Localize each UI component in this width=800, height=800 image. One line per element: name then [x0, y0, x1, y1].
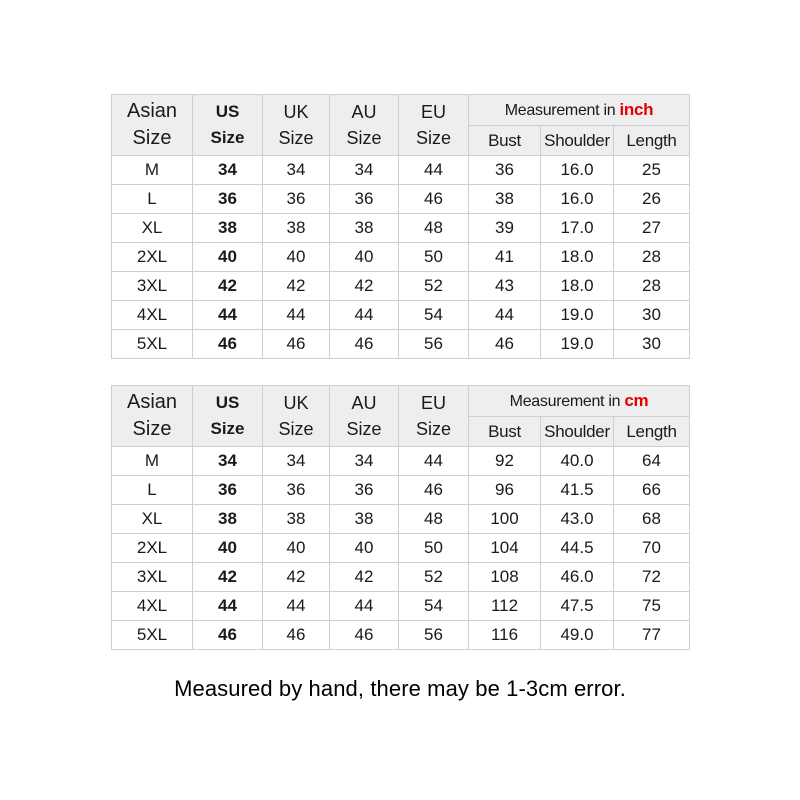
shoulder-cell: 18.0 [541, 272, 614, 301]
bust-cell: 41 [469, 243, 541, 272]
uk-size-cell: 42 [263, 272, 330, 301]
table-row [112, 185, 690, 214]
bust-cell: 104 [469, 534, 541, 563]
uk-size-cell: 44 [263, 592, 330, 621]
us-size-header-line: US [215, 102, 240, 121]
asian-size-cell: 4XL [112, 301, 193, 330]
header-row [112, 386, 690, 417]
uk-size-cell: 40 [263, 534, 330, 563]
us-size-cell: 40 [193, 243, 263, 272]
asian-size-cell: M [112, 156, 193, 185]
shoulder-cell: 47.5 [541, 592, 614, 621]
uk-size-cell: 46 [263, 330, 330, 359]
eu-size-header-line: EU [420, 102, 446, 122]
eu-size-cell: 52 [399, 563, 469, 592]
table-row [112, 243, 690, 272]
au-size-cell: 34 [330, 156, 399, 185]
table-row [112, 272, 690, 301]
us-size-cell: 38 [193, 505, 263, 534]
uk-size-header-line: UK [283, 393, 309, 413]
table-row [112, 301, 690, 330]
us-size-cell: 36 [193, 476, 263, 505]
table-row [112, 534, 690, 563]
au-size-cell: 34 [330, 447, 399, 476]
asian-size-cell: L [112, 476, 193, 505]
eu-size-header-line: Size [415, 128, 451, 148]
eu-size-header [399, 386, 469, 447]
shoulder-cell: 16.0 [541, 185, 614, 214]
shoulder-cell: 40.0 [541, 447, 614, 476]
au-size-cell: 38 [330, 505, 399, 534]
shoulder-cell: 43.0 [541, 505, 614, 534]
shoulder-cell: 19.0 [541, 301, 614, 330]
au-size-cell: 44 [330, 301, 399, 330]
us-size-header [193, 95, 263, 156]
header-row [112, 95, 690, 126]
asian-size-header-line: Size [132, 127, 172, 149]
us-size-header [193, 386, 263, 447]
length-header: Length [614, 417, 690, 447]
asian-size-cell: L [112, 185, 193, 214]
eu-size-cell: 54 [399, 301, 469, 330]
bust-cell: 116 [469, 621, 541, 650]
asian-size-cell: XL [112, 505, 193, 534]
us-size-cell: 34 [193, 156, 263, 185]
table-row [112, 214, 690, 243]
bust-cell: 39 [469, 214, 541, 243]
au-size-cell: 46 [330, 621, 399, 650]
eu-size-cell: 56 [399, 330, 469, 359]
au-size-cell: 40 [330, 534, 399, 563]
bust-cell: 92 [469, 447, 541, 476]
shoulder-cell: 16.0 [541, 156, 614, 185]
uk-size-cell: 40 [263, 243, 330, 272]
uk-size-cell: 36 [263, 476, 330, 505]
au-size-cell: 36 [330, 476, 399, 505]
eu-size-cell: 56 [399, 621, 469, 650]
asian-size-header [112, 95, 193, 156]
table-row [112, 505, 690, 534]
au-size-cell: 36 [330, 185, 399, 214]
length-cell: 64 [614, 447, 690, 476]
au-size-header-line: AU [351, 393, 377, 413]
length-header: Length [614, 126, 690, 156]
shoulder-cell: 41.5 [541, 476, 614, 505]
eu-size-cell: 48 [399, 505, 469, 534]
asian-size-cell: 3XL [112, 563, 193, 592]
asian-size-header-line: Asian [126, 391, 178, 413]
bust-cell: 44 [469, 301, 541, 330]
eu-size-cell: 46 [399, 476, 469, 505]
uk-size-header-line: Size [278, 128, 314, 148]
us-size-cell: 36 [193, 185, 263, 214]
au-size-cell: 40 [330, 243, 399, 272]
length-cell: 75 [614, 592, 690, 621]
us-size-header-line: US [215, 393, 240, 412]
uk-size-header [263, 95, 330, 156]
bust-cell: 108 [469, 563, 541, 592]
uk-size-cell: 34 [263, 156, 330, 185]
us-size-cell: 46 [193, 621, 263, 650]
au-size-header-line: Size [346, 419, 382, 439]
table-row [112, 330, 690, 359]
shoulder-header: Shoulder [541, 126, 614, 156]
shoulder-cell: 44.5 [541, 534, 614, 563]
au-size-cell: 42 [330, 272, 399, 301]
bust-cell: 100 [469, 505, 541, 534]
length-cell: 70 [614, 534, 690, 563]
eu-size-cell: 50 [399, 534, 469, 563]
us-size-cell: 34 [193, 447, 263, 476]
eu-size-cell: 52 [399, 272, 469, 301]
uk-size-cell: 44 [263, 301, 330, 330]
shoulder-cell: 17.0 [541, 214, 614, 243]
bust-cell: 96 [469, 476, 541, 505]
shoulder-cell: 19.0 [541, 330, 614, 359]
shoulder-cell: 18.0 [541, 243, 614, 272]
au-size-header [330, 95, 399, 156]
uk-size-cell: 36 [263, 185, 330, 214]
us-size-cell: 44 [193, 301, 263, 330]
au-size-cell: 46 [330, 330, 399, 359]
uk-size-header [263, 386, 330, 447]
us-size-header-line: Size [210, 128, 245, 147]
asian-size-cell: 4XL [112, 592, 193, 621]
au-size-header-line: Size [346, 128, 382, 148]
table-row [112, 156, 690, 185]
table-row [112, 563, 690, 592]
measurement-header [469, 386, 690, 417]
asian-size-cell: XL [112, 214, 193, 243]
us-size-cell: 38 [193, 214, 263, 243]
measurement-unit: cm [624, 391, 649, 410]
length-cell: 72 [614, 563, 690, 592]
length-cell: 68 [614, 505, 690, 534]
au-size-cell: 38 [330, 214, 399, 243]
measurement-unit: inch [619, 100, 654, 119]
bust-cell: 43 [469, 272, 541, 301]
table-row [112, 621, 690, 650]
shoulder-cell: 49.0 [541, 621, 614, 650]
measurement-header [469, 95, 690, 126]
size-table-cm [111, 385, 690, 650]
asian-size-cell: 2XL [112, 534, 193, 563]
eu-size-cell: 48 [399, 214, 469, 243]
eu-size-cell: 44 [399, 447, 469, 476]
measurement-label: Measurement in [509, 393, 621, 410]
measurement-label: Measurement in [504, 102, 616, 119]
shoulder-cell: 46.0 [541, 563, 614, 592]
length-cell: 28 [614, 272, 690, 301]
length-cell: 26 [614, 185, 690, 214]
length-cell: 30 [614, 330, 690, 359]
us-size-header-line: Size [210, 419, 245, 438]
au-size-cell: 44 [330, 592, 399, 621]
length-cell: 28 [614, 243, 690, 272]
us-size-cell: 46 [193, 330, 263, 359]
table-row [112, 476, 690, 505]
eu-size-cell: 54 [399, 592, 469, 621]
eu-size-header-line: Size [415, 419, 451, 439]
asian-size-cell: M [112, 447, 193, 476]
bust-header: Bust [469, 126, 541, 156]
asian-size-cell: 2XL [112, 243, 193, 272]
asian-size-cell: 5XL [112, 330, 193, 359]
bust-cell: 38 [469, 185, 541, 214]
table-row [112, 447, 690, 476]
au-size-header [330, 386, 399, 447]
measurement-note: Measured by hand, there may be 1-3cm error. [174, 676, 626, 701]
us-size-cell: 42 [193, 272, 263, 301]
table-row [112, 592, 690, 621]
asian-size-header [112, 386, 193, 447]
eu-size-header [399, 95, 469, 156]
length-cell: 27 [614, 214, 690, 243]
asian-size-header-line: Asian [126, 100, 178, 122]
bust-header: Bust [469, 417, 541, 447]
asian-size-cell: 5XL [112, 621, 193, 650]
uk-size-cell: 38 [263, 214, 330, 243]
eu-size-cell: 44 [399, 156, 469, 185]
au-size-cell: 42 [330, 563, 399, 592]
asian-size-cell: 3XL [112, 272, 193, 301]
us-size-cell: 44 [193, 592, 263, 621]
shoulder-header: Shoulder [541, 417, 614, 447]
eu-size-cell: 46 [399, 185, 469, 214]
us-size-cell: 42 [193, 563, 263, 592]
size-table-inch [111, 94, 690, 359]
uk-size-cell: 42 [263, 563, 330, 592]
bust-cell: 112 [469, 592, 541, 621]
length-cell: 66 [614, 476, 690, 505]
asian-size-header-line: Size [132, 418, 172, 440]
length-cell: 30 [614, 301, 690, 330]
uk-size-cell: 46 [263, 621, 330, 650]
length-cell: 77 [614, 621, 690, 650]
length-cell: 25 [614, 156, 690, 185]
bust-cell: 36 [469, 156, 541, 185]
eu-size-cell: 50 [399, 243, 469, 272]
us-size-cell: 40 [193, 534, 263, 563]
uk-size-header-line: UK [283, 102, 309, 122]
uk-size-cell: 38 [263, 505, 330, 534]
uk-size-header-line: Size [278, 419, 314, 439]
bust-cell: 46 [469, 330, 541, 359]
au-size-header-line: AU [351, 102, 377, 122]
eu-size-header-line: EU [420, 393, 446, 413]
uk-size-cell: 34 [263, 447, 330, 476]
